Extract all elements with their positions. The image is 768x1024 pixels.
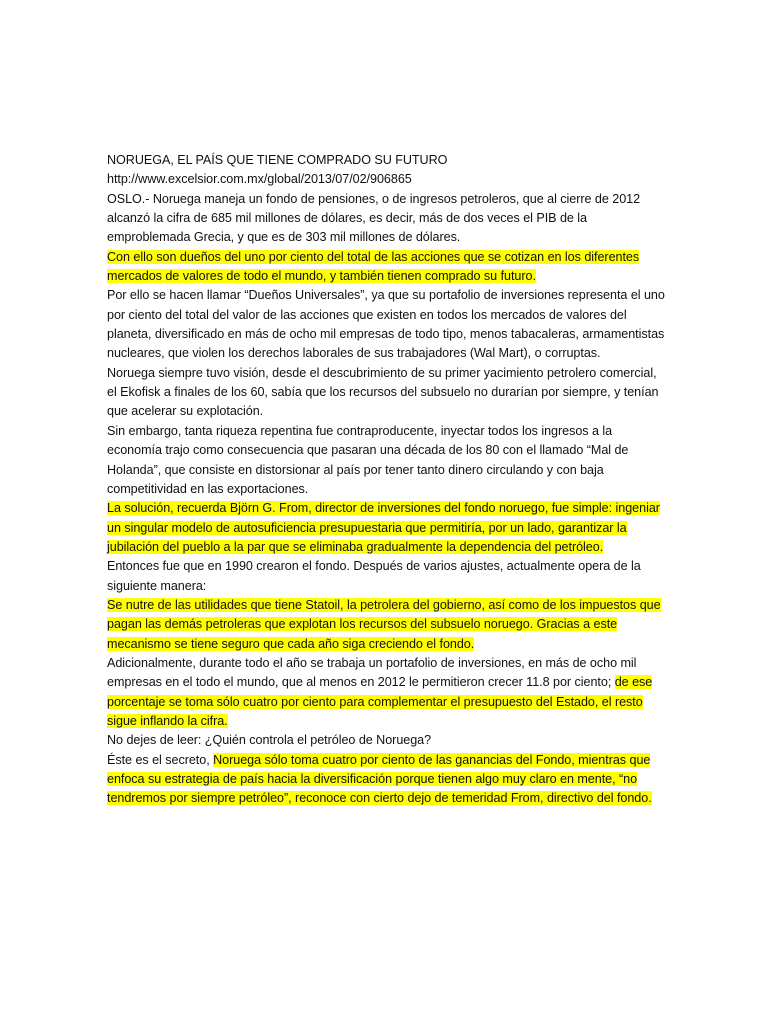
article-paragraph (107, 731, 667, 750)
document-body (107, 151, 667, 809)
paragraph-text: No dejes de leer: ¿Quién controla el petróleo de Noruega? (107, 733, 432, 748)
article-paragraph (107, 248, 667, 287)
article-paragraph (107, 286, 667, 363)
document-title: NORUEGA, EL PAÍS QUE TIENE COMPRADO SU FUTURO (107, 153, 448, 167)
paragraph-text: Adicionalmente, durante todo el año se trabaja un portafolio de inversiones, en más de ocho mil empresas en el todo el mundo, que al menos en 2012 le permitieron crecer 11.8 por ciento; (107, 655, 637, 690)
paragraph-text: OSLO.- Noruega maneja un fondo de pensiones, o de ingresos petroleros, que al cierre de 2012 alcanzó la cifra de 685 mil millones de dólares, es decir, más de dos veces el PIB de la emproblemada Grecia, y que es de 303 mil millones de dólares. (107, 191, 641, 245)
paragraph-text: Noruega siempre tuvo visión, desde el descubrimiento de su primer yacimiento petrolero comercial, el Ekofisk a finales de los 60, sabía que los recursos del subsuelo no durarían por siempre, y tenían que acelerar su explotación. (107, 365, 659, 419)
article-paragraph (107, 751, 667, 809)
highlighted-text: Con ello son dueños del uno por ciento del total de las acciones que se cotizan en los diferentes mercados de valores de todo el mundo, y también tienen comprado su futuro. (107, 249, 640, 284)
paragraph-text: Entonces fue que en 1990 crearon el fondo. Después de varios ajustes, actualmente opera de la siguiente manera: (107, 559, 641, 593)
highlighted-text: La solución, recuerda Björn G. From, director de inversiones del fondo noruego, fue simple: ingeniar un singular modelo de autosuficiencia presupuestaria que permitiría, por un lado, garantizar la jubilación del pueblo a la par que se eliminaba gradualmente la dependencia del petróleo. (107, 501, 660, 554)
article-paragraph (107, 422, 667, 499)
paragraph-text: Por ello se hacen llamar “Dueños Universales”, ya que su portafolio de inversiones representa el uno por ciento del total del valor de las acciones que existen en todos los mercados de valores del planeta, diversificado en más de ocho mil empresas de todo tipo, menos tabacaleras, armamentistas nucleares, que violen los derechos laborales de sus trabajadores (Wal Mart), o corruptas. (107, 288, 665, 361)
article-paragraph (107, 596, 667, 654)
article-paragraph (107, 499, 667, 557)
article-paragraph (107, 364, 667, 422)
source-url: http://www.excelsior.com.mx/global/2013/07/02/906865 (107, 172, 412, 187)
article-paragraph (107, 190, 667, 248)
article-paragraph (107, 654, 667, 731)
paragraph-text: Sin embargo, tanta riqueza repentina fue contraproducente, inyectar todos los ingresos a la economía trajo como consecuencia que pasaran una década de los 80 con el llamado “Mal de Holanda”, que consiste en distorsionar al país por tener tanto dinero circulando y con baja competitividad en las exportaciones. (107, 423, 629, 496)
paragraph-text: Éste es el secreto, (107, 752, 214, 767)
highlighted-text: Se nutre de las utilidades que tiene Statoil, la petrolera del gobierno, así como de los impuestos que pagan las demás petroleras que explotan los recursos del subsuelo noruego. Gracias a este mecanismo se tiene seguro que cada año siga creciendo el fondo. (107, 597, 661, 651)
article-paragraphs (107, 190, 667, 809)
highlighted-text: de ese porcentaje se toma sólo cuatro por ciento para complementar el presupuesto del Estado, el resto sigue inflando la cifra. (107, 675, 653, 728)
article-paragraph (107, 557, 667, 596)
highlighted-text: Noruega sólo toma cuatro por ciento de las ganancias del Fondo, mientras que enfoca su estrategia de país hacia la diversificación porque tienen algo muy claro en mente, “no tendremos por siempre petróleo”, reconoce con cierto dejo de temeridad From, directivo del fondo. (107, 752, 652, 806)
